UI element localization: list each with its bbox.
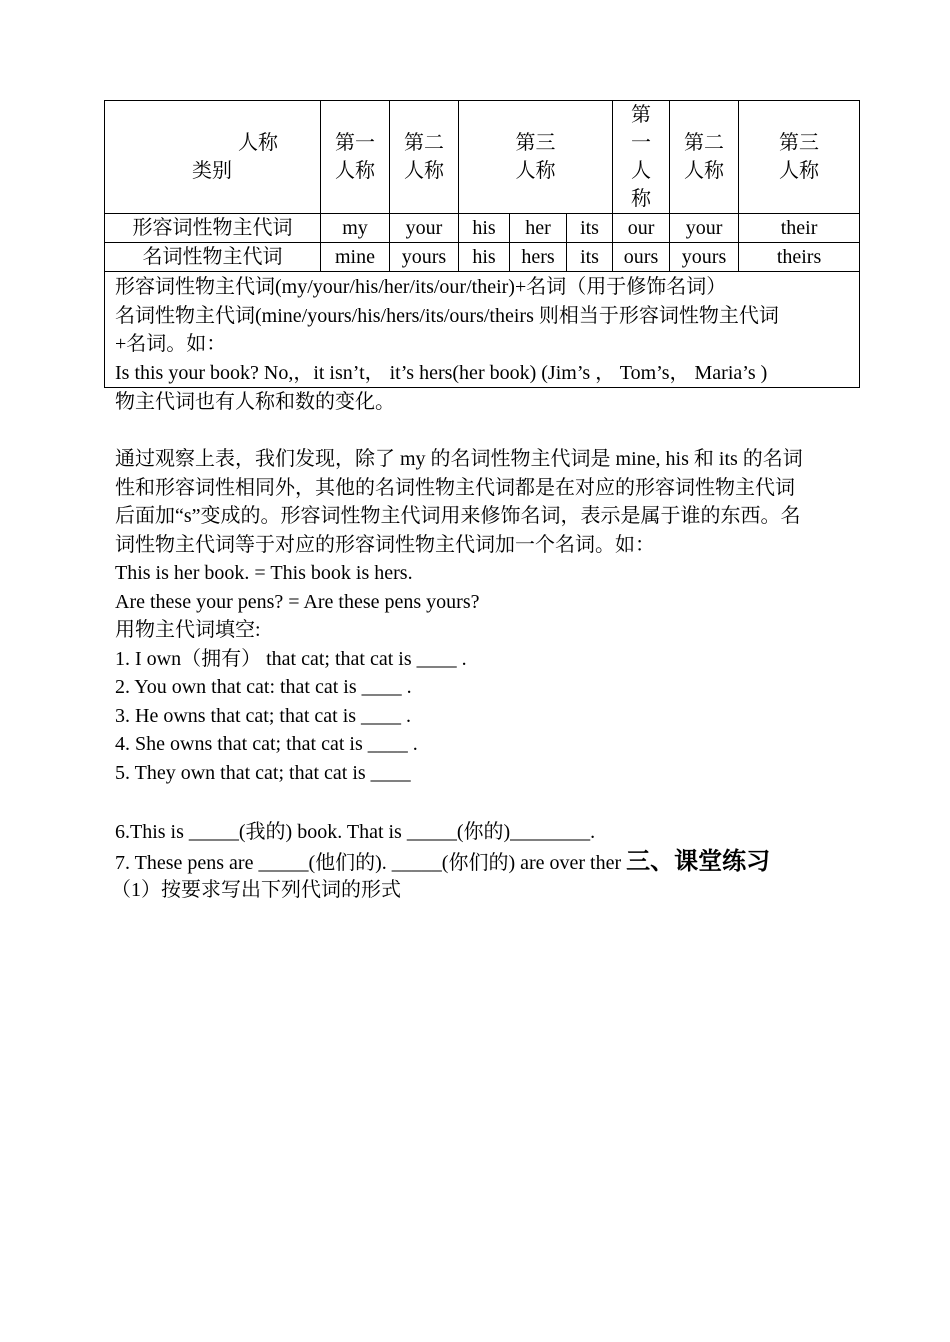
table-cell: mine [321,243,390,272]
exercise-item: 6.This is _____(我的) book. That is _____(你的)________. [115,820,596,843]
row-label: 名词性物主代词 [105,243,321,272]
table-cell: my [321,214,390,243]
table-cell: its [567,214,613,243]
exercise-item: 5. They own that cat; that cat is ____ [115,761,411,784]
header-second-person-plural: 第二 人称 [670,101,739,214]
table-corner-cell [105,101,321,214]
header-second-person-singular: 第二 人称 [390,101,459,214]
example-sentence: Are these your pens? = Are these pens yours? [115,590,480,613]
table-row-nominal [105,243,860,272]
table-row-adjectival [105,214,860,243]
after-table-text: 物主代词也有人称和数的变化。 [115,391,395,413]
exercise-line-with-heading [115,846,855,878]
note-line: Is this your book? No,，it isn’t， it’s hers(her book) (Jim’s ， Tom’s， Maria’s ) [115,361,768,384]
table-notes-cell [105,272,860,388]
note-line: +名词。如： [115,333,227,355]
table-cell: hers [510,243,567,272]
table-cell: its [567,243,613,272]
corner-person-label: 人称 [238,132,278,154]
header-third-person-singular: 第三 人称 [459,101,613,214]
paragraph-line: 通过观察上表，我们发现，除了 my 的名词性物主代词是 mine, his 和 its 的名词 [115,448,803,470]
paragraph-line: 词性物主代词等于对应的形容词性物主代词加一个名词。如： [115,533,655,556]
table-cell: our [613,214,670,243]
example-sentence: This is her book. = This book is hers. [115,562,413,584]
table-cell: yours [670,243,739,272]
paragraph-line: 性和形容词性相同外，其他的名词性物主代词都是在对应的形容词性物主代词 [115,476,795,499]
exercise-instruction: 用物主代词填空: [115,619,261,641]
header-third-person-plural: 第三 人称 [739,101,860,214]
possessive-pronoun-table [104,100,860,388]
table-cell: his [459,243,510,272]
corner-category-label: 类别 [192,160,232,182]
exercise-item: 3. He owns that cat; that cat is ____ . [115,704,412,727]
note-line: 名词性物主代词(mine/yours/his/hers/its/ours/theirs 则相当于形容词性物主代词 [115,304,779,327]
header-first-person-plural: 第 一 人 称 [613,101,670,214]
row-label: 形容词性物主代词 [105,214,321,243]
exercise-item: 4. She owns that cat; that cat is ____ . [115,733,418,755]
table-cell: your [670,214,739,243]
table-notes-row [105,272,860,388]
table-cell: his [459,214,510,243]
body-text [111,388,855,902]
table-cell: yours [390,243,459,272]
exercise-item: 2. You own that cat: that cat is ____ . [115,676,412,698]
exercise-item: 1. I own（拥有） that cat; that cat is ____ . [115,647,467,670]
section-heading: 三、课堂练习 [626,847,771,875]
header-first-person-singular: 第一 人称 [321,101,390,214]
sub-heading: （1）按要求写出下列代词的形式 [111,879,401,901]
note-line: 形容词性物主代词(my/your/his/her/its/our/their)+名词（用于修饰名词） [115,276,727,298]
table-cell: ours [613,243,670,272]
exercise-item: 7. These pens are _____(他们的). _____(你们的) are over ther [115,852,622,874]
table-cell: her [510,214,567,243]
table-cell: their [739,214,860,243]
paragraph-line: 后面加“s”变成的。形容词性物主代词用来修饰名词，表示是属于谁的东西。名 [115,505,801,527]
table-cell: your [390,214,459,243]
table-header-row [105,101,860,214]
table-cell: theirs [739,243,860,272]
